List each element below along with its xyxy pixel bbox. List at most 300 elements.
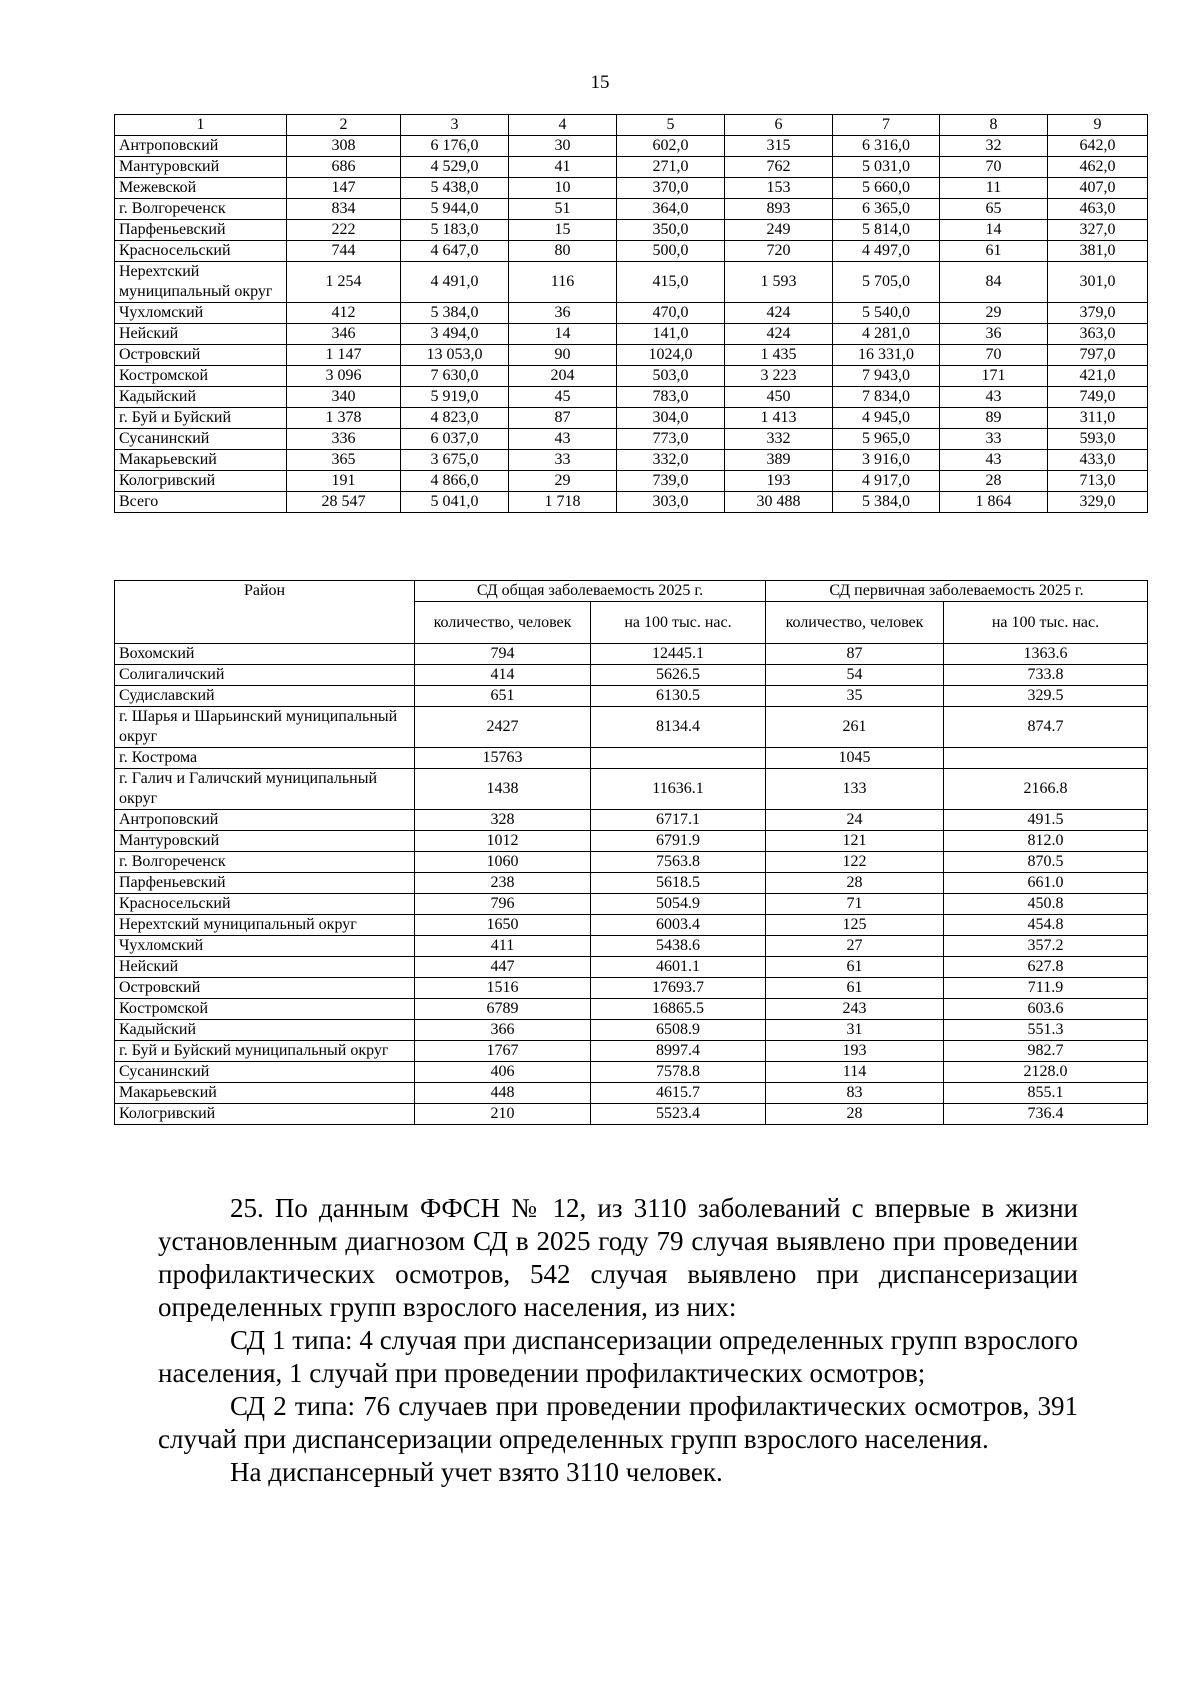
district-cell: Костромской [115, 999, 415, 1020]
table-header-row [115, 115, 1148, 136]
district-cell: Судиславский [115, 686, 415, 707]
value-cell: 304,0 [617, 408, 725, 429]
value-cell: 5 660,0 [833, 178, 940, 199]
value-cell: 7 834,0 [833, 387, 940, 408]
value-cell: 28 [940, 471, 1048, 492]
district-cell: Красносельский [115, 241, 287, 262]
value-cell: 71 [766, 894, 944, 915]
value-cell: 5 944,0 [401, 199, 509, 220]
value-cell: 407,0 [1048, 178, 1148, 199]
value-cell: 797,0 [1048, 345, 1148, 366]
district-cell: Костромской [115, 366, 287, 387]
table-row [115, 1062, 1148, 1083]
value-cell: 870.5 [944, 852, 1148, 873]
table-row [115, 852, 1148, 873]
value-cell: 12445.1 [591, 644, 766, 665]
table-row [115, 471, 1148, 492]
district-cell: Всего [115, 492, 287, 513]
value-cell: 3 916,0 [833, 450, 940, 471]
value-cell: 5618.5 [591, 873, 766, 894]
value-cell: 503,0 [617, 366, 725, 387]
value-cell: 773,0 [617, 429, 725, 450]
value-cell: 450.8 [944, 894, 1148, 915]
value-cell: 329.5 [944, 686, 1148, 707]
value-cell: 2166.8 [944, 769, 1148, 810]
district-cell: г. Буй и Буйский муниципальный округ [115, 1041, 415, 1062]
value-cell: 6 365,0 [833, 199, 940, 220]
value-cell: 603.6 [944, 999, 1148, 1020]
value-cell: 32 [940, 136, 1048, 157]
value-cell: 5438.6 [591, 936, 766, 957]
value-cell: 364,0 [617, 199, 725, 220]
value-cell: 191 [287, 471, 401, 492]
value-cell: 122 [766, 852, 944, 873]
value-cell: 7563.8 [591, 852, 766, 873]
table-row [115, 241, 1148, 262]
district-cell: Сусанинский [115, 429, 287, 450]
value-cell: 1 593 [725, 262, 833, 303]
value-cell: 4 497,0 [833, 241, 940, 262]
value-cell: 4 529,0 [401, 157, 509, 178]
value-cell: 51 [509, 199, 617, 220]
value-cell: 14 [940, 220, 1048, 241]
header-cell: 8 [940, 115, 1048, 136]
value-cell: 4 945,0 [833, 408, 940, 429]
value-cell: 14 [509, 324, 617, 345]
value-cell: 11636.1 [591, 769, 766, 810]
value-cell: 4 647,0 [401, 241, 509, 262]
value-cell: 30 488 [725, 492, 833, 513]
table-row [115, 873, 1148, 894]
district-cell: г. Волгореченск [115, 199, 287, 220]
value-cell: 83 [766, 1083, 944, 1104]
value-cell: 261 [766, 707, 944, 748]
value-cell: 5 438,0 [401, 178, 509, 199]
value-cell: 61 [766, 957, 944, 978]
table-row [115, 707, 1148, 748]
table-row [115, 686, 1148, 707]
value-cell: 29 [509, 471, 617, 492]
table-row [115, 665, 1148, 686]
district-cell: Нерехтский муниципальный округ [115, 915, 415, 936]
value-cell: 794 [415, 644, 591, 665]
district-cell: Парфеньевский [115, 873, 415, 894]
table-row [115, 999, 1148, 1020]
value-cell: 379,0 [1048, 303, 1148, 324]
table-row [115, 387, 1148, 408]
value-cell: 329,0 [1048, 492, 1148, 513]
value-cell: 43 [940, 450, 1048, 471]
value-cell: 33 [509, 450, 617, 471]
value-cell: 450 [725, 387, 833, 408]
value-cell: 1012 [415, 831, 591, 852]
page-number: 15 [590, 72, 610, 93]
value-cell: 893 [725, 199, 833, 220]
value-cell: 125 [766, 915, 944, 936]
value-cell: 5626.5 [591, 665, 766, 686]
value-cell: 5 384,0 [401, 303, 509, 324]
value-cell: 4 281,0 [833, 324, 940, 345]
value-cell: 381,0 [1048, 241, 1148, 262]
value-cell: 415,0 [617, 262, 725, 303]
value-cell: 238 [415, 873, 591, 894]
value-cell: 36 [509, 303, 617, 324]
value-cell: 1060 [415, 852, 591, 873]
table-row [115, 262, 1148, 303]
table-row [115, 157, 1148, 178]
value-cell: 87 [766, 644, 944, 665]
value-cell: 370,0 [617, 178, 725, 199]
value-cell: 470,0 [617, 303, 725, 324]
value-cell: 834 [287, 199, 401, 220]
value-cell: 1 864 [940, 492, 1048, 513]
value-cell: 720 [725, 241, 833, 262]
value-cell: 1438 [415, 769, 591, 810]
value-cell: 365 [287, 450, 401, 471]
value-cell: 4 866,0 [401, 471, 509, 492]
value-cell: 350,0 [617, 220, 725, 241]
value-cell: 1767 [415, 1041, 591, 1062]
district-cell: Чухломский [115, 303, 287, 324]
value-cell: 448 [415, 1083, 591, 1104]
value-cell: 84 [940, 262, 1048, 303]
value-cell: 61 [766, 978, 944, 999]
value-cell: 363,0 [1048, 324, 1148, 345]
district-cell: Кадыйский [115, 387, 287, 408]
value-cell: 5 384,0 [833, 492, 940, 513]
value-cell: 462,0 [1048, 157, 1148, 178]
district-cell: г. Кострома [115, 748, 415, 769]
value-cell: 627.8 [944, 957, 1148, 978]
value-cell: 90 [509, 345, 617, 366]
district-cell: Нерехтский муниципальный округ [115, 262, 287, 303]
general-incidence-header: СД общая заболеваемость 2025 г. [415, 581, 766, 602]
value-cell: 3 223 [725, 366, 833, 387]
district-cell: г. Волгореченск [115, 852, 415, 873]
table-row [115, 1041, 1148, 1062]
value-cell: 4 823,0 [401, 408, 509, 429]
value-cell: 43 [509, 429, 617, 450]
value-cell: 796 [415, 894, 591, 915]
value-cell: 243 [766, 999, 944, 1020]
district-cell: Нейский [115, 957, 415, 978]
value-cell: 5523.4 [591, 1104, 766, 1125]
table-row [115, 957, 1148, 978]
rate-subheader: на 100 тыс. нас. [944, 602, 1148, 644]
table-row [115, 345, 1148, 366]
value-cell: 6 176,0 [401, 136, 509, 157]
value-cell: 15 [509, 220, 617, 241]
value-cell: 661.0 [944, 873, 1148, 894]
value-cell: 812.0 [944, 831, 1148, 852]
value-cell: 454.8 [944, 915, 1148, 936]
value-cell: 2427 [415, 707, 591, 748]
value-cell: 491.5 [944, 810, 1148, 831]
rate-subheader: на 100 тыс. нас. [591, 602, 766, 644]
district-cell: Парфеньевский [115, 220, 287, 241]
header-cell: 4 [509, 115, 617, 136]
value-cell: 327,0 [1048, 220, 1148, 241]
count-subheader: количество, человек [766, 602, 944, 644]
value-cell: 301,0 [1048, 262, 1148, 303]
table-row [115, 366, 1148, 387]
value-cell: 1 254 [287, 262, 401, 303]
value-cell: 204 [509, 366, 617, 387]
table-row [115, 178, 1148, 199]
value-cell: 4601.1 [591, 957, 766, 978]
header-cell: 6 [725, 115, 833, 136]
table-row [115, 492, 1148, 513]
diabetes-incidence-table [114, 580, 1148, 1125]
value-cell: 17693.7 [591, 978, 766, 999]
value-cell: 5 041,0 [401, 492, 509, 513]
value-cell: 153 [725, 178, 833, 199]
paragraph: СД 1 типа: 4 случая при диспансеризации определенных групп взрослого населения, 1 случай при проведении профилактических осмотров; [158, 1325, 1078, 1388]
value-cell: 6789 [415, 999, 591, 1020]
value-cell: 593,0 [1048, 429, 1148, 450]
value-cell: 70 [940, 157, 1048, 178]
district-cell: Красносельский [115, 894, 415, 915]
value-cell: 332 [725, 429, 833, 450]
table-header-row [115, 581, 1148, 602]
value-cell: 421,0 [1048, 366, 1148, 387]
value-cell: 982.7 [944, 1041, 1148, 1062]
value-cell: 328 [415, 810, 591, 831]
table-row [115, 915, 1148, 936]
table-row [115, 769, 1148, 810]
value-cell: 744 [287, 241, 401, 262]
value-cell: 31 [766, 1020, 944, 1041]
header-cell: 2 [287, 115, 401, 136]
table-row [115, 303, 1148, 324]
value-cell: 61 [940, 241, 1048, 262]
table-row [115, 199, 1148, 220]
value-cell: 357.2 [944, 936, 1148, 957]
value-cell: 13 053,0 [401, 345, 509, 366]
value-cell: 3 494,0 [401, 324, 509, 345]
table-row [115, 408, 1148, 429]
value-cell: 1516 [415, 978, 591, 999]
value-cell: 6717.1 [591, 810, 766, 831]
value-cell: 70 [940, 345, 1048, 366]
value-cell: 315 [725, 136, 833, 157]
value-cell: 406 [415, 1062, 591, 1083]
value-cell: 5 540,0 [833, 303, 940, 324]
district-cell: Кологривский [115, 1104, 415, 1125]
value-cell: 7 943,0 [833, 366, 940, 387]
table-row [115, 810, 1148, 831]
value-cell: 89 [940, 408, 1048, 429]
value-cell: 8997.4 [591, 1041, 766, 1062]
value-cell: 303,0 [617, 492, 725, 513]
value-cell: 5054.9 [591, 894, 766, 915]
value-cell: 424 [725, 303, 833, 324]
value-cell: 733.8 [944, 665, 1148, 686]
table-row [115, 644, 1148, 665]
header-cell: 3 [401, 115, 509, 136]
value-cell: 54 [766, 665, 944, 686]
value-cell: 133 [766, 769, 944, 810]
value-cell: 147 [287, 178, 401, 199]
value-cell: 447 [415, 957, 591, 978]
district-cell: Кологривский [115, 471, 287, 492]
value-cell: 389 [725, 450, 833, 471]
value-cell: 749,0 [1048, 387, 1148, 408]
district-cell: Мантуровский [115, 157, 287, 178]
district-cell: Кадыйский [115, 1020, 415, 1041]
district-column-header: Район [115, 581, 415, 644]
value-cell: 1 413 [725, 408, 833, 429]
value-cell: 651 [415, 686, 591, 707]
value-cell: 855.1 [944, 1083, 1148, 1104]
value-cell: 433,0 [1048, 450, 1148, 471]
value-cell: 340 [287, 387, 401, 408]
value-cell: 412 [287, 303, 401, 324]
table-row [115, 429, 1148, 450]
value-cell: 3 096 [287, 366, 401, 387]
value-cell: 1 435 [725, 345, 833, 366]
value-cell: 686 [287, 157, 401, 178]
value-cell: 4615.7 [591, 1083, 766, 1104]
value-cell: 35 [766, 686, 944, 707]
header-cell: 1 [115, 115, 287, 136]
table-row [115, 1083, 1148, 1104]
value-cell: 45 [509, 387, 617, 408]
district-cell: Межевской [115, 178, 287, 199]
value-cell: 366 [415, 1020, 591, 1041]
table-row [115, 748, 1148, 769]
table-row [115, 978, 1148, 999]
value-cell: 193 [725, 471, 833, 492]
district-cell: г. Буй и Буйский [115, 408, 287, 429]
value-cell: 736.4 [944, 1104, 1148, 1125]
paragraph: На диспансерный учет взято 3110 человек. [230, 1457, 723, 1487]
value-cell: 193 [766, 1041, 944, 1062]
district-cell: Антроповский [115, 810, 415, 831]
value-cell: 500,0 [617, 241, 725, 262]
value-cell: 28 547 [287, 492, 401, 513]
value-cell: 711.9 [944, 978, 1148, 999]
table-row [115, 324, 1148, 345]
value-cell: 1 718 [509, 492, 617, 513]
value-cell: 8134.4 [591, 707, 766, 748]
value-cell: 7 630,0 [401, 366, 509, 387]
table-row [115, 1020, 1148, 1041]
value-cell: 1 378 [287, 408, 401, 429]
value-cell: 1363.6 [944, 644, 1148, 665]
value-cell: 27 [766, 936, 944, 957]
value-cell: 5 031,0 [833, 157, 940, 178]
district-cell: Макарьевский [115, 450, 287, 471]
value-cell: 10 [509, 178, 617, 199]
district-cell: Сусанинский [115, 1062, 415, 1083]
value-cell: 121 [766, 831, 944, 852]
value-cell: 1045 [766, 748, 944, 769]
value-cell: 171 [940, 366, 1048, 387]
value-cell: 222 [287, 220, 401, 241]
value-cell: 414 [415, 665, 591, 686]
value-cell: 311,0 [1048, 408, 1148, 429]
value-cell: 332,0 [617, 450, 725, 471]
district-cell: Макарьевский [115, 1083, 415, 1104]
value-cell: 336 [287, 429, 401, 450]
value-cell: 4 917,0 [833, 471, 940, 492]
value-cell: 346 [287, 324, 401, 345]
value-cell: 30 [509, 136, 617, 157]
district-cell: Солигаличский [115, 665, 415, 686]
value-cell: 6 037,0 [401, 429, 509, 450]
district-cell: Мантуровский [115, 831, 415, 852]
paragraph: 25. По данным ФФСН № 12, из 3110 заболеваний с впервые в жизни установленным диагнозом СД в 2025 году 79 случая выявлено при проведении профилактических осмотров, 542 случая выявлено при диспансеризации определенных групп взрослого населения, из них: [158, 1193, 1078, 1322]
table-row [115, 220, 1148, 241]
value-cell: 7578.8 [591, 1062, 766, 1083]
value-cell: 739,0 [617, 471, 725, 492]
value-cell: 551.3 [944, 1020, 1148, 1041]
value-cell: 642,0 [1048, 136, 1148, 157]
value-cell: 28 [766, 1104, 944, 1125]
value-cell: 15763 [415, 748, 591, 769]
value-cell: 874.7 [944, 707, 1148, 748]
primary-incidence-header: СД первичная заболеваемость 2025 г. [766, 581, 1148, 602]
value-cell: 43 [940, 387, 1048, 408]
value-cell: 308 [287, 136, 401, 157]
value-cell: 783,0 [617, 387, 725, 408]
table-row [115, 1104, 1148, 1125]
value-cell: 28 [766, 873, 944, 894]
value-cell: 1024,0 [617, 345, 725, 366]
value-cell: 249 [725, 220, 833, 241]
value-cell: 116 [509, 262, 617, 303]
header-cell: 9 [1048, 115, 1148, 136]
value-cell: 762 [725, 157, 833, 178]
district-cell: Вохомский [115, 644, 415, 665]
body-text [158, 1192, 1078, 1489]
value-cell: 424 [725, 324, 833, 345]
value-cell: 5 814,0 [833, 220, 940, 241]
value-cell: 463,0 [1048, 199, 1148, 220]
value-cell: 271,0 [617, 157, 725, 178]
paragraph: СД 2 типа: 76 случаев при проведении профилактических осмотров, 391 случай при диспансеризации определенных групп взрослого населения. [158, 1391, 1078, 1454]
value-cell: 29 [940, 303, 1048, 324]
value-cell: 713,0 [1048, 471, 1148, 492]
value-cell: 33 [940, 429, 1048, 450]
table-row [115, 831, 1148, 852]
value-cell: 411 [415, 936, 591, 957]
value-cell: 5 705,0 [833, 262, 940, 303]
value-cell: 6003.4 [591, 915, 766, 936]
district-cell: Чухломский [115, 936, 415, 957]
value-cell: 4 491,0 [401, 262, 509, 303]
value-cell: 1 147 [287, 345, 401, 366]
value-cell: 16 331,0 [833, 345, 940, 366]
district-cell: г. Шарья и Шарьинский муниципальный округ [115, 707, 415, 748]
count-subheader: количество, человек [415, 602, 591, 644]
header-cell: 7 [833, 115, 940, 136]
value-cell: 36 [940, 324, 1048, 345]
statistics-table-continued [114, 114, 1148, 513]
table-row [115, 894, 1148, 915]
header-cell: 5 [617, 115, 725, 136]
value-cell [944, 748, 1148, 769]
district-cell: г. Галич и Галичский муниципальный округ [115, 769, 415, 810]
value-cell: 141,0 [617, 324, 725, 345]
value-cell: 65 [940, 199, 1048, 220]
district-cell: Нейский [115, 324, 287, 345]
value-cell: 114 [766, 1062, 944, 1083]
table-row [115, 936, 1148, 957]
value-cell: 5 965,0 [833, 429, 940, 450]
table-row [115, 450, 1148, 471]
